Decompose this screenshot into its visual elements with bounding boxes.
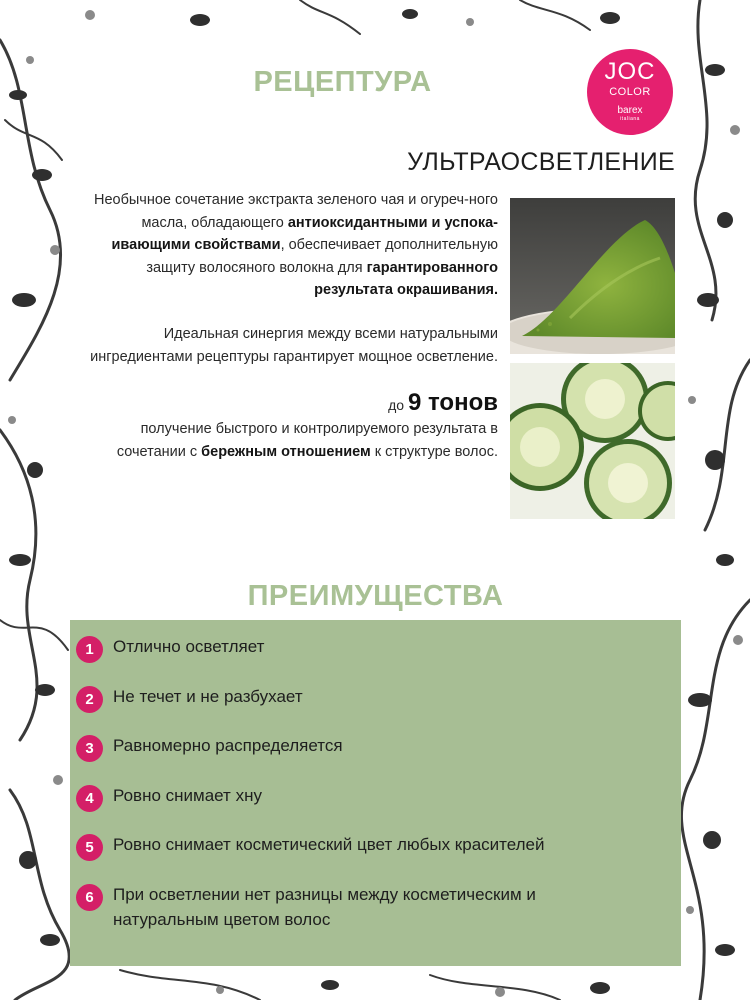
advantage-text: Не течет и не разбухает [113,687,303,706]
text-run: к структуре волос. [370,443,498,460]
advantage-number-badge: 3 [76,735,103,762]
advantage-text: Равномерно распределяется [113,736,343,755]
recipe-title: РЕЦЕПТУРА [253,66,432,98]
product-subtitle: УЛЬТРАОСВЕТЛЕНИЕ [407,148,675,176]
advantages-title: ПРЕИМУЩЕСТВА [247,580,504,612]
bold-text-run: бережным отношением [201,443,371,460]
advantage-text: Ровно снимает хну [113,786,262,805]
text-run: , обеспечивает дополнительную защиту волосяного волокна для [146,237,498,276]
advantage-item [70,634,681,663]
text-run: получение быстрого и контролируемого результата в сочетании с [116,421,498,460]
advantage-item [70,733,681,762]
logo-line-3: barex [617,105,643,116]
text-run: Необычное сочетание экстракта зеленого чая и огуреч-ного масла, обладающего [93,192,498,231]
bold-text-run: антиоксидантными и успока-ивающими свойствами [111,214,498,253]
advantage-number-badge: 6 [76,884,103,911]
green-tea-powder-image [510,198,675,354]
advantage-number-badge: 1 [76,636,103,663]
logo-line-1: JOC [604,58,656,85]
tones-value: 9 тонов [407,389,498,416]
content-card [70,36,681,966]
advantage-item [70,783,681,812]
advantage-item [70,684,681,713]
advantages-panel [70,620,681,966]
advantage-text: Ровно снимает косметический цвет любых красителей [113,835,545,854]
advantage-item [70,832,681,861]
tones-highlight [70,386,498,422]
recipe-paragraph-1 [70,189,498,302]
advantage-number-badge: 2 [76,686,103,713]
cucumber-slices-image [510,363,675,519]
advantage-item [70,882,681,932]
advantage-text: Отлично осветляет [113,637,265,656]
logo-line-2: COLOR [609,86,651,98]
bold-text-run: гарантированного результата окрашивания. [314,259,498,298]
advantage-text: При осветлении нет разницы между косметическим и натуральным цветом волос [113,885,536,929]
joc-color-logo [587,49,673,135]
advantage-number-badge: 4 [76,785,103,812]
logo-line-4: italiana [620,116,640,122]
recipe-paragraph-3 [70,418,498,463]
advantage-number-badge: 5 [76,834,103,861]
tones-prefix: до [388,397,405,413]
recipe-paragraph-2: Идеальная синергия между всеми натуральными ингредиентами рецептуры гарантирует мощное осветление. [90,326,498,365]
